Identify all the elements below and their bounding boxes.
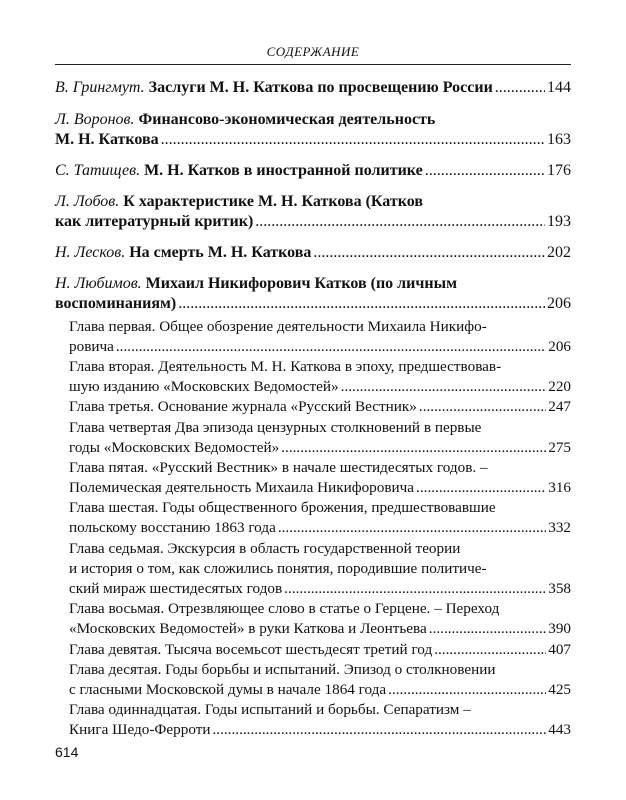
chapter-text: Глава первая. Общее обозрение деятельности Михаила Никифо-	[69, 318, 487, 335]
chapter-text: с гласными Московской думы в начале 1864 года	[69, 681, 387, 698]
leader-dots	[212, 720, 546, 740]
chapter-text: Глава седьмая. Экскурсия в область государственной теории	[69, 540, 461, 557]
chapter-10-cont[interactable]	[69, 680, 571, 700]
toc-entry-lobov[interactable]	[55, 192, 571, 212]
entry-page: 144	[547, 79, 571, 96]
chapter-1[interactable]	[69, 317, 571, 337]
leader-dots	[434, 640, 546, 660]
chapter-text: Глава пятая. «Русский Вестник» в начале шестидесятых годов. –	[69, 459, 488, 476]
leader-dots	[161, 130, 545, 150]
leader-dots	[284, 579, 546, 599]
page-number: 614	[55, 744, 79, 760]
chapter-7-cont[interactable]	[69, 559, 571, 579]
chapter-text: годы «Московских Ведомостей»	[69, 439, 280, 456]
entry-title-line1: Финансово-экономическая деятельность	[138, 111, 436, 128]
entry-author: Л. Воронов.	[55, 111, 135, 128]
chapter-page: 425	[548, 681, 571, 698]
chapter-6-cont[interactable]	[69, 518, 571, 538]
leader-dots	[313, 243, 545, 263]
entry-title-line1: Михаил Никифорович Катков (по личным	[145, 275, 457, 292]
chapter-2-cont[interactable]	[69, 377, 571, 397]
leader-dots	[116, 337, 546, 357]
entry-page: 193	[547, 213, 571, 230]
chapter-10[interactable]	[69, 660, 571, 680]
entry-title: Заслуги М. Н. Каткова по просвещению России	[148, 79, 493, 96]
toc-entry-voronov-cont[interactable]	[55, 130, 571, 150]
chapter-text: Глава девятая. Тысяча восемьсот шестьдесят третий год	[69, 641, 433, 658]
chapter-text: Глава шестая. Годы общественного брожения, предшествовавшие	[69, 499, 496, 516]
leader-dots	[341, 377, 547, 397]
chapter-page: 358	[548, 580, 571, 597]
chapter-text: Глава восьмая. Отрезвляющее слово в статье о Герцене. – Переход	[69, 600, 500, 617]
chapter-2[interactable]	[69, 357, 571, 377]
chapter-text: ский мираж шестидесятых годов	[69, 580, 283, 597]
chapter-page: 275	[548, 439, 571, 456]
toc-entry-lyubimov-cont[interactable]	[55, 294, 571, 314]
chapter-11-cont[interactable]	[69, 720, 571, 740]
chapter-11[interactable]	[69, 700, 571, 720]
leader-dots	[495, 78, 545, 98]
toc-entry-leskov[interactable]	[55, 243, 571, 263]
leader-dots	[178, 294, 545, 314]
chapter-1-cont[interactable]	[69, 337, 571, 357]
leader-dots	[278, 518, 546, 538]
leader-dots	[388, 680, 546, 700]
toc-entry-lyubimov[interactable]	[55, 274, 571, 294]
chapter-text: «Московских Ведомостей» в руки Каткова и Леонтьева	[69, 620, 427, 637]
chapter-3[interactable]	[69, 397, 571, 417]
entry-author: Н. Лесков.	[55, 244, 126, 261]
chapter-8-cont[interactable]	[69, 619, 571, 639]
chapter-5-cont[interactable]	[69, 478, 571, 498]
entry-title-line1: К характеристике М. Н. Каткова (Катков	[123, 193, 423, 210]
toc-entry-tatishchev[interactable]	[55, 161, 571, 181]
leader-dots	[416, 478, 546, 498]
leader-dots	[425, 161, 545, 181]
chapter-4[interactable]	[69, 418, 571, 438]
leader-dots	[281, 438, 546, 458]
chapter-9[interactable]	[69, 640, 571, 660]
entry-title: М. Н. Катков в иностранной политике	[144, 162, 423, 179]
entry-page: 176	[547, 162, 571, 179]
chapter-text: и история о том, как сложились понятия, породившие политиче-	[69, 560, 487, 577]
chapter-5[interactable]	[69, 458, 571, 478]
entry-page: 206	[547, 295, 571, 312]
chapter-page: 316	[548, 479, 571, 496]
chapter-page: 206	[548, 338, 571, 355]
leader-dots	[255, 212, 545, 232]
chapter-page: 443	[548, 721, 571, 738]
toc-entry-voronov[interactable]	[55, 110, 571, 130]
chapter-8[interactable]	[69, 599, 571, 619]
chapter-page: 407	[548, 641, 571, 658]
chapter-7-cont2[interactable]	[69, 579, 571, 599]
chapter-page: 332	[548, 519, 571, 536]
leader-dots	[419, 397, 546, 417]
chapter-text: ровича	[69, 338, 114, 355]
entry-author: С. Татищев.	[55, 162, 141, 179]
chapter-7[interactable]	[69, 539, 571, 559]
entry-author: Л. Лобов.	[55, 193, 120, 210]
entry-title-line2: как литературный критик)	[55, 213, 254, 230]
chapter-text: Книга Шедо-Ферроти	[69, 721, 211, 738]
entry-title-line2: М. Н. Каткова	[55, 131, 159, 148]
entry-author: В. Грингмут.	[55, 79, 145, 96]
chapter-text: Глава одиннадцатая. Годы испытаний и борьбы. Сепаратизм –	[69, 701, 471, 718]
chapter-text: Глава вторая. Деятельность М. Н. Каткова в эпоху, предшествовав-	[69, 358, 502, 375]
entry-author: Н. Любимов.	[55, 275, 142, 292]
chapter-page: 220	[548, 378, 571, 395]
chapter-text: Глава третья. Основание журнала «Русский Вестник»	[69, 398, 417, 415]
chapter-text: Глава четвертая Два эпизода цензурных столкновений в первые	[69, 419, 482, 436]
entry-title-line2: воспоминаниям)	[55, 295, 177, 312]
toc-entry-lobov-cont[interactable]	[55, 212, 571, 232]
chapter-text: польскому восстанию 1863 года	[69, 519, 276, 536]
chapter-6[interactable]	[69, 498, 571, 518]
chapter-text: Глава десятая. Годы борьбы и испытаний. Эпизод о столкновении	[69, 661, 496, 678]
chapter-text: шую изданию «Московских Ведомостей»	[69, 378, 339, 395]
header-rule	[55, 64, 571, 65]
leader-dots	[429, 619, 546, 639]
running-header: СОДЕРЖАНИЕ	[266, 44, 360, 59]
chapter-text: Полемическая деятельность Михаила Никифоровича	[69, 479, 415, 496]
chapter-page: 247	[548, 398, 571, 415]
chapter-page: 390	[548, 620, 571, 637]
entry-page: 163	[547, 131, 571, 148]
toc-entry-gringmut[interactable]	[55, 78, 571, 98]
chapter-4-cont[interactable]	[69, 438, 571, 458]
entry-page: 202	[547, 244, 571, 261]
entry-title: На смерть М. Н. Каткова	[129, 244, 312, 261]
